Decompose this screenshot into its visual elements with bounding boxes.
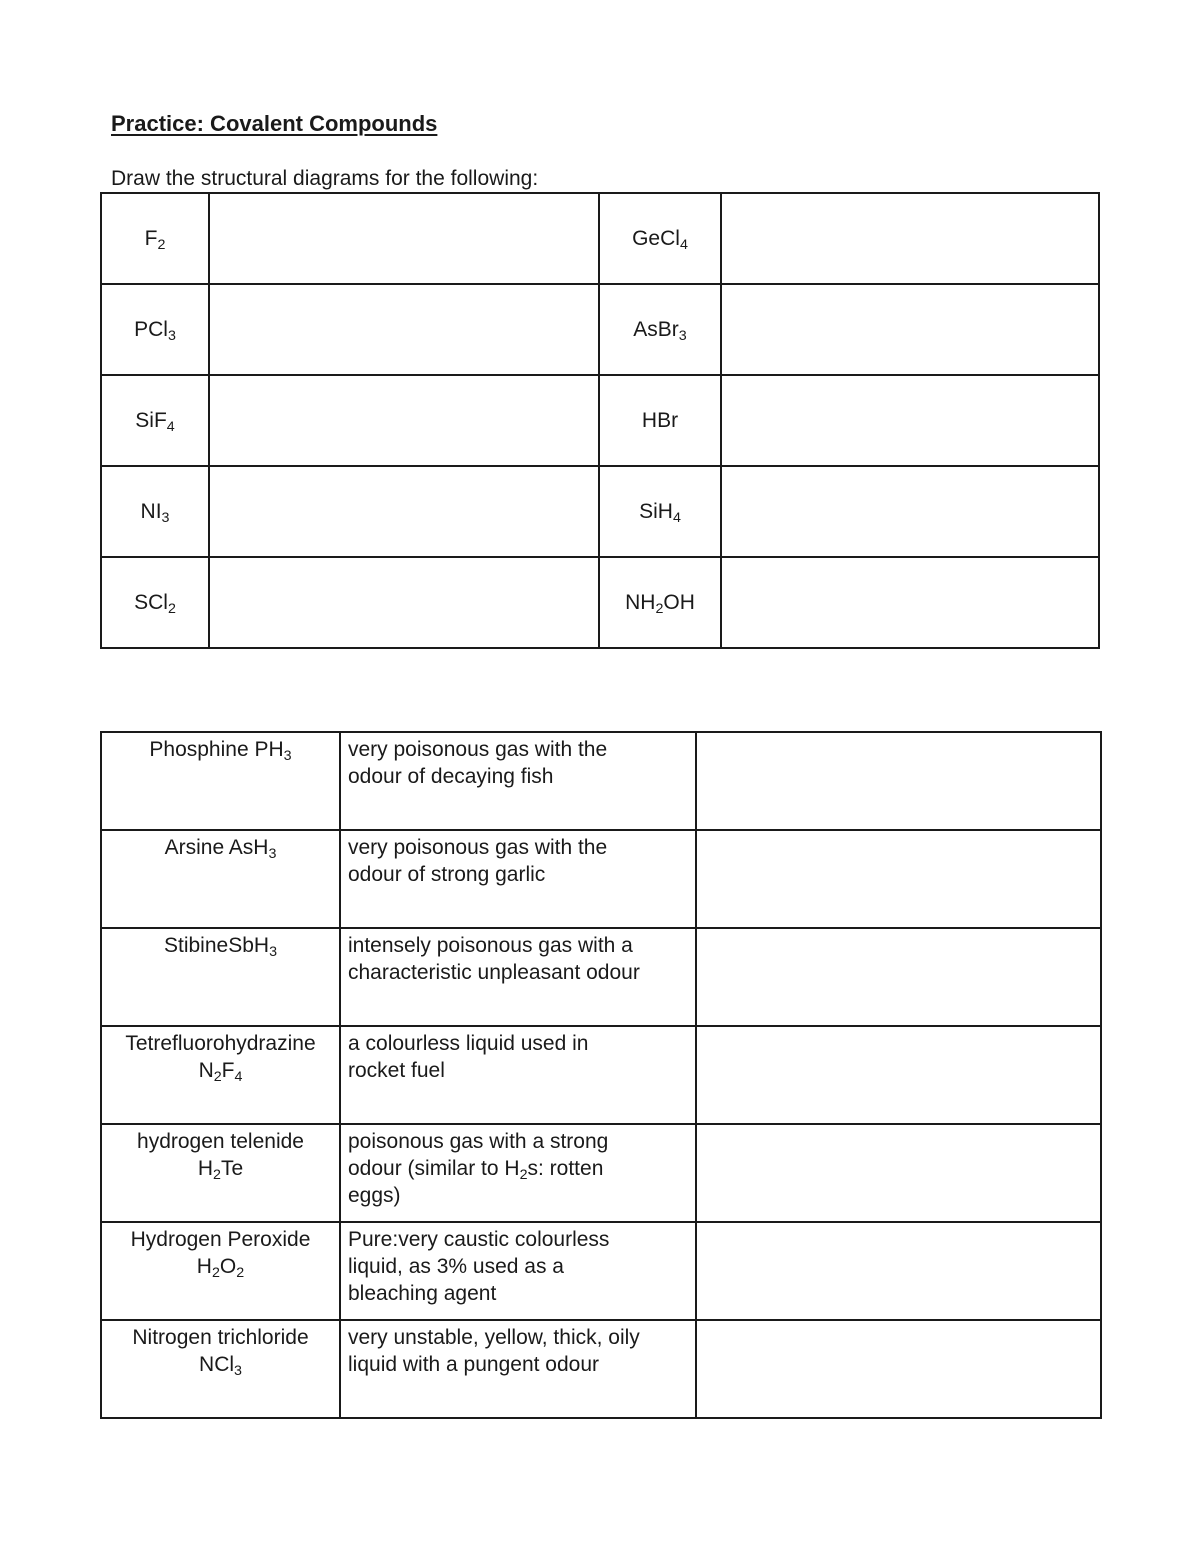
substance-description-cell [340, 1222, 696, 1320]
formula-cell [599, 284, 721, 375]
diagram-area[interactable] [696, 1026, 1101, 1124]
diagram-area[interactable] [721, 466, 1099, 557]
formula-subscript: 2 [519, 1166, 528, 1183]
formula-subscript: 2 [167, 600, 176, 617]
formula-subscript: 2 [655, 600, 664, 617]
formula-text: AsBr [633, 318, 679, 341]
substance-name: StibineSbH [164, 934, 270, 957]
description-text: odour (similar to H [348, 1157, 520, 1180]
substance-formula: O [219, 1255, 237, 1278]
compound-row [101, 375, 1099, 466]
formula-text: GeCl [632, 227, 680, 250]
description-text: rocket fuel [348, 1059, 445, 1082]
diagram-area[interactable] [721, 193, 1099, 284]
substance-formula: F [221, 1059, 235, 1082]
description-text: very unstable, yellow, thick, oily [348, 1326, 640, 1349]
formula-subscript: 2 [157, 236, 166, 253]
diagram-area[interactable] [696, 1222, 1101, 1320]
diagram-area[interactable] [696, 830, 1101, 928]
diagram-area[interactable] [209, 557, 599, 648]
formula-text: SCl [134, 591, 168, 614]
description-text: Pure:very caustic colourless [348, 1228, 610, 1251]
formula-subscript: 3 [678, 327, 687, 344]
formula-text: PCl [134, 318, 168, 341]
description-text: bleaching agent [348, 1282, 497, 1305]
description-text: s: rotten [527, 1157, 604, 1180]
formula-subscript: 3 [268, 845, 277, 862]
substance-name-cell [101, 928, 340, 1026]
diagram-area[interactable] [209, 466, 599, 557]
substance-name-cell [101, 1320, 340, 1418]
worksheet-title: Practice: Covalent Compounds [111, 111, 438, 136]
substance-row [101, 1124, 1101, 1222]
description-text: characteristic unpleasant odour [348, 961, 640, 984]
compound-row [101, 193, 1099, 284]
description-text: odour of strong garlic [348, 863, 546, 886]
substance-description-cell [340, 830, 696, 928]
substance-name: Phosphine PH [149, 738, 284, 761]
substance-row [101, 1026, 1101, 1124]
substance-formula: H [196, 1255, 212, 1278]
description-text: a colourless liquid used in [348, 1032, 589, 1055]
substance-table [100, 731, 1102, 1419]
substance-formula: NCl [199, 1353, 235, 1376]
formula-subscript: 4 [166, 418, 175, 435]
compound-row [101, 557, 1099, 648]
diagram-area[interactable] [696, 928, 1101, 1026]
formula-subscript: 3 [283, 747, 292, 764]
formula-text: SiF [135, 409, 167, 432]
formula-text: SiH [639, 500, 673, 523]
formula-cell [101, 557, 209, 648]
formula-subscript: 2 [213, 1166, 221, 1183]
formula-subscript: 2 [213, 1068, 222, 1085]
description-text: very poisonous gas with the [348, 836, 608, 859]
structural-diagram-table [100, 192, 1100, 649]
substance-name-cell [101, 830, 340, 928]
formula-subscript: 3 [269, 943, 277, 960]
description-text: liquid, as 3% used as a [348, 1255, 564, 1278]
formula-text: F [144, 227, 158, 250]
diagram-area[interactable] [209, 375, 599, 466]
formula-text: HBr [641, 409, 679, 432]
diagram-area[interactable] [721, 375, 1099, 466]
diagram-area[interactable] [209, 284, 599, 375]
substance-formula: Te [220, 1157, 244, 1180]
compound-row [101, 466, 1099, 557]
substance-row [101, 1222, 1101, 1320]
formula-cell [599, 193, 721, 284]
formula-text: NI [140, 500, 162, 523]
substance-name-cell [101, 1124, 340, 1222]
formula-cell [599, 466, 721, 557]
formula-cell [101, 284, 209, 375]
formula-cell [599, 557, 721, 648]
formula-subscript: 2 [211, 1264, 220, 1281]
description-text: intensely poisonous gas with a [348, 934, 633, 957]
formula-text: NH [625, 591, 656, 614]
substance-name: Arsine AsH [164, 836, 269, 859]
diagram-area[interactable] [696, 1124, 1101, 1222]
formula-subscript: 3 [161, 509, 170, 526]
substance-description-cell [340, 928, 696, 1026]
diagram-area[interactable] [721, 284, 1099, 375]
description-text: poisonous gas with a strong [348, 1130, 609, 1153]
instructions: Draw the structural diagrams for the following: [111, 167, 539, 190]
formula-cell [101, 193, 209, 284]
substance-description-cell [340, 1026, 696, 1124]
substance-name: Hydrogen Peroxide [130, 1228, 311, 1251]
diagram-area[interactable] [696, 1320, 1101, 1418]
description-text: very poisonous gas with the [348, 738, 608, 761]
description-text: liquid with a pungent odour [348, 1353, 600, 1376]
substance-name: hydrogen telenide [137, 1130, 304, 1153]
formula-subscript: 3 [234, 1362, 242, 1379]
formula-subscript: 2 [236, 1264, 245, 1281]
substance-formula: N [198, 1059, 214, 1082]
substance-formula: H [197, 1157, 214, 1180]
diagram-area[interactable] [721, 557, 1099, 648]
substance-name-cell [101, 1026, 340, 1124]
substance-row [101, 732, 1101, 830]
formula-subscript: 3 [167, 327, 176, 344]
diagram-area[interactable] [209, 193, 599, 284]
description-text: eggs) [348, 1184, 401, 1207]
substance-description-cell [340, 1124, 696, 1222]
substance-description-cell [340, 732, 696, 830]
description-text: odour of decaying fish [348, 765, 554, 788]
substance-row [101, 1320, 1101, 1418]
substance-name-cell [101, 1222, 340, 1320]
formula-subscript: 4 [679, 236, 688, 253]
formula-cell [599, 375, 721, 466]
formula-text: OH [663, 591, 695, 614]
substance-description-cell [340, 1320, 696, 1418]
formula-cell [101, 375, 209, 466]
substance-name-cell [101, 732, 340, 830]
substance-name: Nitrogen trichloride [132, 1326, 309, 1349]
formula-subscript: 4 [672, 509, 681, 526]
substance-name: Tetrefluorohydrazine [125, 1032, 316, 1055]
formula-cell [101, 466, 209, 557]
diagram-area[interactable] [696, 732, 1101, 830]
compound-row [101, 284, 1099, 375]
substance-row [101, 928, 1101, 1026]
formula-subscript: 4 [234, 1068, 243, 1085]
substance-row [101, 830, 1101, 928]
